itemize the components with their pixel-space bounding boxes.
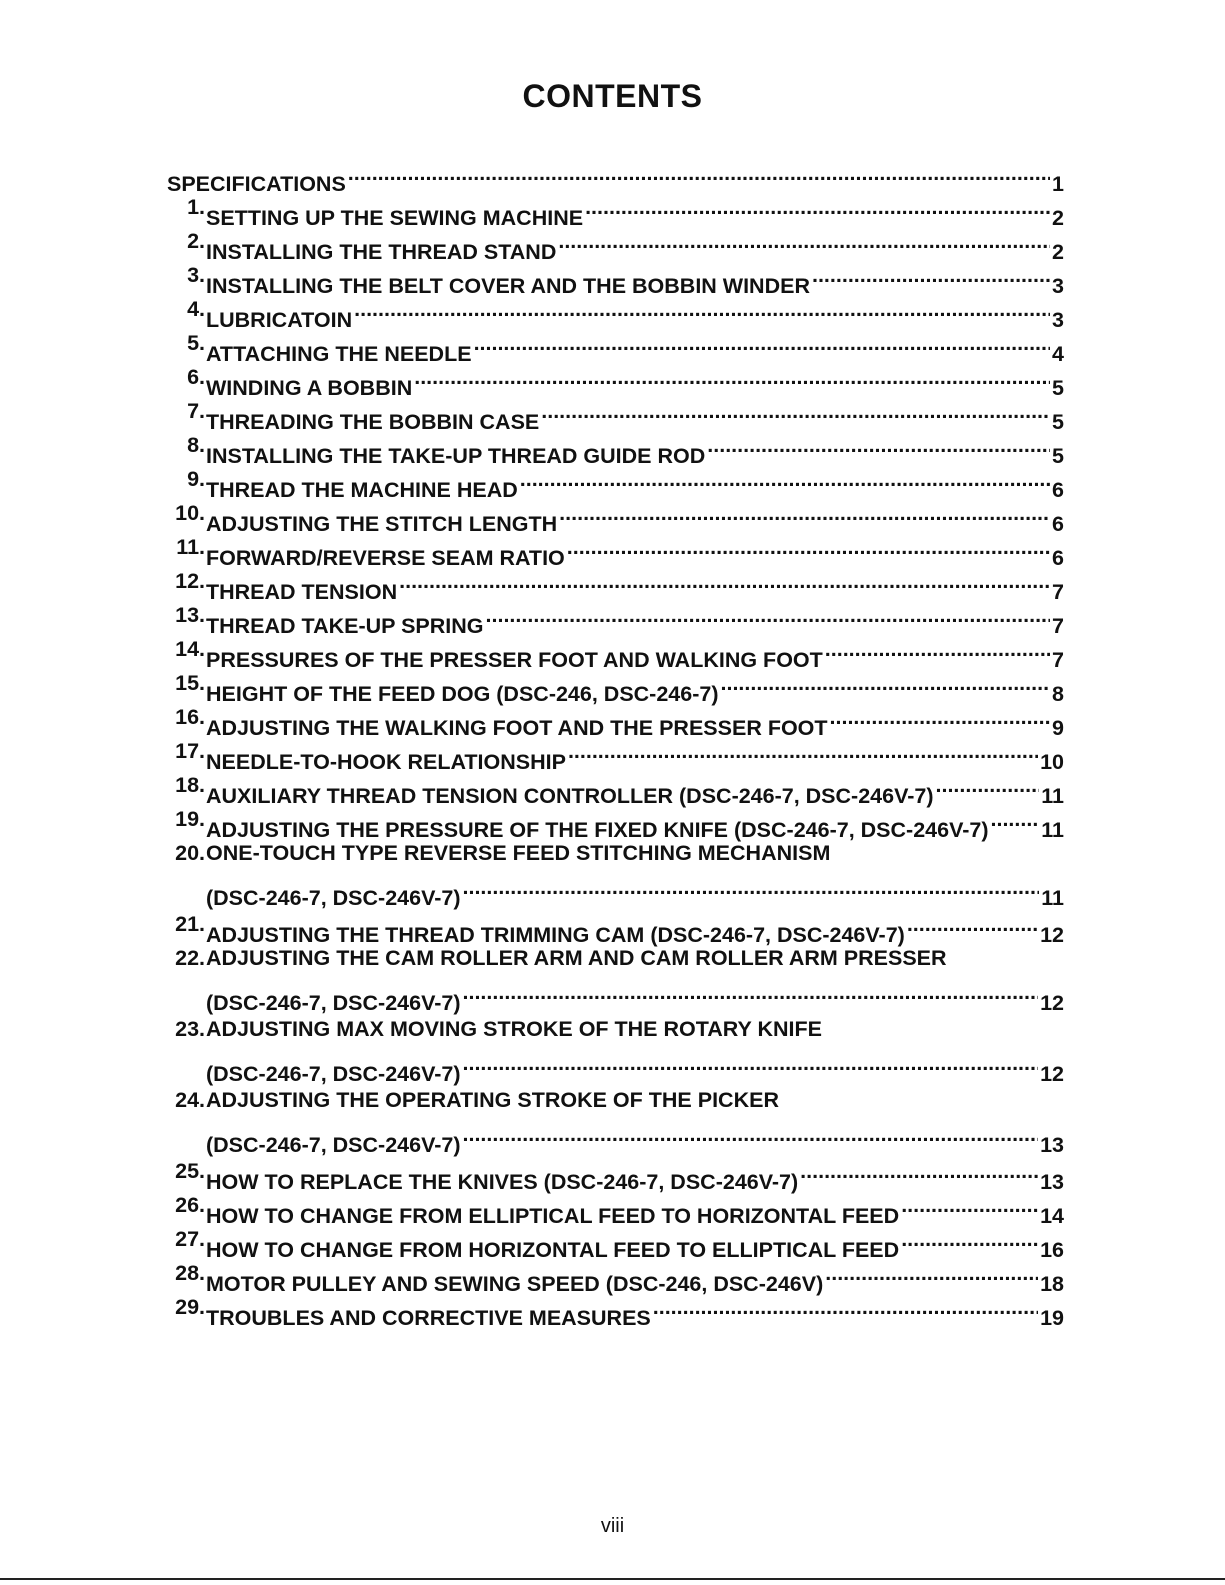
toc-line: [167, 1045, 1064, 1086]
toc-line: [167, 1187, 1064, 1228]
toc-entry: [167, 767, 1064, 808]
toc-entry: [167, 427, 1064, 468]
toc-line: [167, 393, 1064, 434]
toc-entry-title: INSTALLING THE BELT COVER AND THE BOBBIN WINDER: [206, 274, 810, 298]
toc-entry-page: 19: [1040, 1306, 1064, 1330]
toc-entry-page: 12: [1040, 991, 1064, 1015]
toc-entry-number: 15.: [175, 671, 205, 695]
toc-entry-title: ATTACHING THE NEEDLE: [206, 342, 472, 366]
toc-entry-title: THREAD THE MACHINE HEAD: [206, 478, 518, 502]
toc-line: [167, 461, 1064, 502]
toc-entry-number: 25.: [175, 1159, 205, 1183]
toc-entry: [167, 291, 1064, 332]
dot-leader: [414, 359, 1050, 395]
toc-entry-title: ADJUSTING THE THREAD TRIMMING CAM (DSC-246-7, DSC-246V-7): [206, 923, 905, 947]
dot-leader: [463, 869, 1040, 905]
toc-line: [167, 155, 1064, 196]
toc-line: [167, 1289, 1064, 1330]
toc-entry-title: ADJUSTING THE CAM ROLLER ARM AND CAM ROLLER ARM PRESSER: [206, 946, 947, 970]
toc-entry-page: 13: [1040, 1133, 1064, 1157]
dot-leader: [907, 906, 1038, 942]
toc-line: [167, 529, 1064, 570]
toc-entry-number: 10.: [175, 501, 205, 525]
dot-leader: [721, 665, 1051, 701]
toc-entry: [167, 1187, 1064, 1228]
toc-line: [167, 699, 1064, 740]
dot-leader: [486, 597, 1051, 633]
toc-entry-title: (DSC-246-7, DSC-246V-7): [206, 886, 461, 910]
toc-entry-page: 7: [1052, 614, 1064, 638]
toc-entry-title: ADJUSTING MAX MOVING STROKE OF THE ROTARY KNIFE: [206, 1017, 822, 1041]
toc-entry-page: 10: [1040, 750, 1064, 774]
toc-entry-page: 5: [1052, 444, 1064, 468]
toc-line: [167, 1255, 1064, 1296]
toc-entry-page: 6: [1052, 478, 1064, 502]
toc-entry-number: 17.: [175, 739, 205, 763]
toc-entry-title: (DSC-246-7, DSC-246V-7): [206, 1133, 461, 1157]
toc-entry-page: 14: [1040, 1204, 1064, 1228]
toc-entry-title: SPECIFICATIONS: [167, 172, 346, 196]
toc-entry: [167, 835, 1064, 910]
toc-entry-title: HOW TO CHANGE FROM HORIZONTAL FEED TO ELLIPTICAL FEED: [206, 1238, 900, 1262]
toc-entry-number: 26.: [175, 1193, 205, 1217]
dot-leader: [567, 529, 1050, 565]
toc-entry-title: TROUBLES AND CORRECTIVE MEASURES: [206, 1306, 651, 1330]
toc-line: [167, 906, 1064, 947]
toc-entry-number: 28.: [175, 1261, 205, 1285]
dot-leader: [520, 461, 1050, 497]
toc-entry-number: 29.: [175, 1295, 205, 1319]
toc-entry: [167, 189, 1064, 230]
toc-entry-number: 13.: [175, 603, 205, 627]
toc-entry-number: 24.: [175, 1088, 205, 1112]
toc-entry-title: HOW TO REPLACE THE KNIVES (DSC-246-7, DSC-246V-7): [206, 1170, 799, 1194]
toc-entry: [167, 1082, 1064, 1157]
dot-leader: [463, 1045, 1039, 1081]
toc-entry: [167, 563, 1064, 604]
toc-entry-page: 2: [1052, 240, 1064, 264]
toc-entry-number: 12.: [175, 569, 205, 593]
table-of-contents: [167, 155, 1064, 1330]
toc-entry-page: 7: [1052, 648, 1064, 672]
dot-leader: [812, 257, 1050, 293]
bottom-rule: [0, 1578, 1225, 1580]
toc-entry-page: 7: [1052, 580, 1064, 604]
toc-entry-page: 3: [1052, 308, 1064, 332]
toc-entry: [167, 1255, 1064, 1296]
dot-leader: [901, 1221, 1038, 1257]
toc-entry: [167, 359, 1064, 400]
dot-leader: [348, 155, 1050, 191]
dot-leader: [399, 563, 1050, 599]
toc-entry-title: HEIGHT OF THE FEED DOG (DSC-246, DSC-246-7): [206, 682, 719, 706]
dot-leader: [707, 427, 1050, 463]
toc-entry-title: (DSC-246-7, DSC-246V-7): [206, 1062, 461, 1086]
toc-entry-number: 14.: [175, 637, 205, 661]
toc-entry-title: WINDING A BOBBIN: [206, 376, 413, 400]
toc-line: [167, 189, 1064, 230]
toc-line: [167, 427, 1064, 468]
dot-leader: [354, 291, 1050, 327]
toc-entry: [167, 393, 1064, 434]
toc-entry-page: 13: [1040, 1170, 1064, 1194]
toc-entry-page: 16: [1040, 1238, 1064, 1262]
toc-entry-title: HOW TO CHANGE FROM ELLIPTICAL FEED TO HORIZONTAL FEED: [206, 1204, 900, 1228]
toc-entry-title: ONE-TOUCH TYPE REVERSE FEED STITCHING MECHANISM: [206, 841, 831, 865]
dot-leader: [653, 1289, 1038, 1325]
toc-entry-title: ADJUSTING THE PRESSURE OF THE FIXED KNIFE (DSC-246-7, DSC-246V-7): [206, 818, 989, 842]
dot-leader: [800, 1153, 1038, 1189]
toc-line: [167, 1153, 1064, 1194]
toc-entry-title: ADJUSTING THE WALKING FOOT AND THE PRESSER FOOT: [206, 716, 828, 740]
toc-entry-number: 19.: [175, 807, 205, 831]
toc-entry: [167, 325, 1064, 366]
toc-line: [167, 359, 1064, 400]
toc-entry: [167, 529, 1064, 570]
toc-line: [167, 223, 1064, 264]
toc-line: [167, 563, 1064, 604]
toc-entry-page: 6: [1052, 512, 1064, 536]
toc-entry-number: 7.: [187, 399, 205, 423]
toc-entry-title: THREAD TENSION: [206, 580, 398, 604]
toc-entry-page: 12: [1040, 923, 1064, 947]
toc-entry-title: MOTOR PULLEY AND SEWING SPEED (DSC-246, DSC-246V): [206, 1272, 824, 1296]
toc-entry-title: PRESSURES OF THE PRESSER FOOT AND WALKING FOOT: [206, 648, 823, 672]
toc-entry-title: NEEDLE-TO-HOOK RELATIONSHIP: [206, 750, 566, 774]
toc-entry-title: (DSC-246-7, DSC-246V-7): [206, 991, 461, 1015]
toc-entry-page: 1: [1052, 172, 1064, 196]
dot-leader: [936, 767, 1040, 803]
toc-entry-number: 27.: [175, 1227, 205, 1251]
toc-entry-page: 2: [1052, 206, 1064, 230]
toc-line: [167, 801, 1064, 842]
dot-leader: [463, 974, 1039, 1010]
dot-leader: [830, 699, 1051, 735]
toc-entry: [167, 1221, 1064, 1262]
toc-entry-page: 3: [1052, 274, 1064, 298]
toc-line: [167, 631, 1064, 672]
toc-line: [167, 597, 1064, 638]
dot-leader: [559, 495, 1050, 531]
dot-leader: [825, 631, 1050, 667]
toc-line: [167, 665, 1064, 706]
toc-line: [167, 974, 1064, 1015]
toc-entry: [167, 940, 1064, 1015]
toc-entry: [167, 801, 1064, 842]
toc-entry-title: THREAD TAKE-UP SPRING: [206, 614, 484, 638]
toc-line: [167, 869, 1064, 910]
toc-line: [167, 1082, 1064, 1116]
toc-entry: [167, 1153, 1064, 1194]
toc-entry-number: 9.: [187, 467, 205, 491]
dot-leader: [463, 1116, 1039, 1152]
toc-entry-page: 11: [1041, 818, 1064, 842]
toc-entry-number: 22.: [175, 946, 205, 970]
toc-entry: [167, 461, 1064, 502]
toc-entry-title: ADJUSTING THE OPERATING STROKE OF THE PICKER: [206, 1088, 779, 1112]
dot-leader: [474, 325, 1050, 361]
toc-line: [167, 1116, 1064, 1157]
toc-entry-number: 16.: [175, 705, 205, 729]
dot-leader: [568, 733, 1038, 769]
toc-entry-number: 3.: [187, 263, 205, 287]
toc-entry-number: 6.: [187, 365, 205, 389]
dot-leader: [825, 1255, 1038, 1291]
toc-entry-number: 2.: [187, 229, 205, 253]
page-title: CONTENTS: [522, 78, 703, 114]
dot-leader: [901, 1187, 1038, 1223]
dot-leader: [991, 801, 1040, 837]
toc-line: [167, 495, 1064, 536]
toc-entry-number: 11.: [176, 535, 205, 559]
toc-entry-number: 23.: [175, 1017, 205, 1041]
page-number: viii: [600, 1515, 625, 1537]
toc-entry-page: 8: [1052, 682, 1064, 706]
toc-entry: [167, 906, 1064, 947]
toc-line: [167, 733, 1064, 774]
dot-leader: [541, 393, 1050, 429]
toc-line: [167, 257, 1064, 298]
toc-entry-page: 18: [1040, 1272, 1064, 1296]
toc-line: [167, 1011, 1064, 1045]
toc-line: [167, 940, 1064, 974]
toc-line: [167, 291, 1064, 332]
toc-line: [167, 835, 1064, 869]
toc-entry-number: 5.: [187, 331, 205, 355]
toc-entry-title: SETTING UP THE SEWING MACHINE: [206, 206, 584, 230]
toc-entry-number: 4.: [187, 297, 205, 321]
toc-entry-title: FORWARD/REVERSE SEAM RATIO: [206, 546, 565, 570]
toc-entry: [167, 597, 1064, 638]
toc-line: [167, 1221, 1064, 1262]
toc-entry: [167, 733, 1064, 774]
toc-entry-title: LUBRICATOIN: [206, 308, 353, 332]
toc-entry: [167, 155, 1064, 196]
toc-entry-page: 11: [1041, 886, 1064, 910]
toc-entry-page: 9: [1052, 716, 1064, 740]
toc-entry: [167, 1011, 1064, 1086]
toc-entry-page: 5: [1052, 410, 1064, 434]
toc-entry: [167, 223, 1064, 264]
toc-line: [167, 325, 1064, 366]
toc-entry-title: ADJUSTING THE STITCH LENGTH: [206, 512, 558, 536]
toc-entry-page: 12: [1040, 1062, 1064, 1086]
toc-entry: [167, 699, 1064, 740]
dot-leader: [558, 223, 1050, 259]
toc-entry-page: 4: [1052, 342, 1064, 366]
toc-entry: [167, 665, 1064, 706]
toc-entry-number: 18.: [175, 773, 205, 797]
toc-entry-title: AUXILIARY THREAD TENSION CONTROLLER (DSC-246-7, DSC-246V-7): [206, 784, 934, 808]
toc-line: [167, 767, 1064, 808]
toc-entry: [167, 1289, 1064, 1330]
toc-entry-page: 5: [1052, 376, 1064, 400]
toc-entry: [167, 257, 1064, 298]
toc-entry-number: 8.: [187, 433, 205, 457]
toc-entry: [167, 495, 1064, 536]
toc-entry-page: 6: [1052, 546, 1064, 570]
toc-entry-title: THREADING THE BOBBIN CASE: [206, 410, 540, 434]
toc-entry-title: INSTALLING THE THREAD STAND: [206, 240, 557, 264]
toc-entry-number: 1.: [187, 195, 205, 219]
toc-entry-number: 21.: [175, 912, 205, 936]
toc-entry-number: 20.: [175, 841, 205, 865]
toc-entry-page: 11: [1041, 784, 1064, 808]
toc-entry: [167, 631, 1064, 672]
dot-leader: [585, 189, 1050, 225]
toc-entry-title: INSTALLING THE TAKE-UP THREAD GUIDE ROD: [206, 444, 706, 468]
